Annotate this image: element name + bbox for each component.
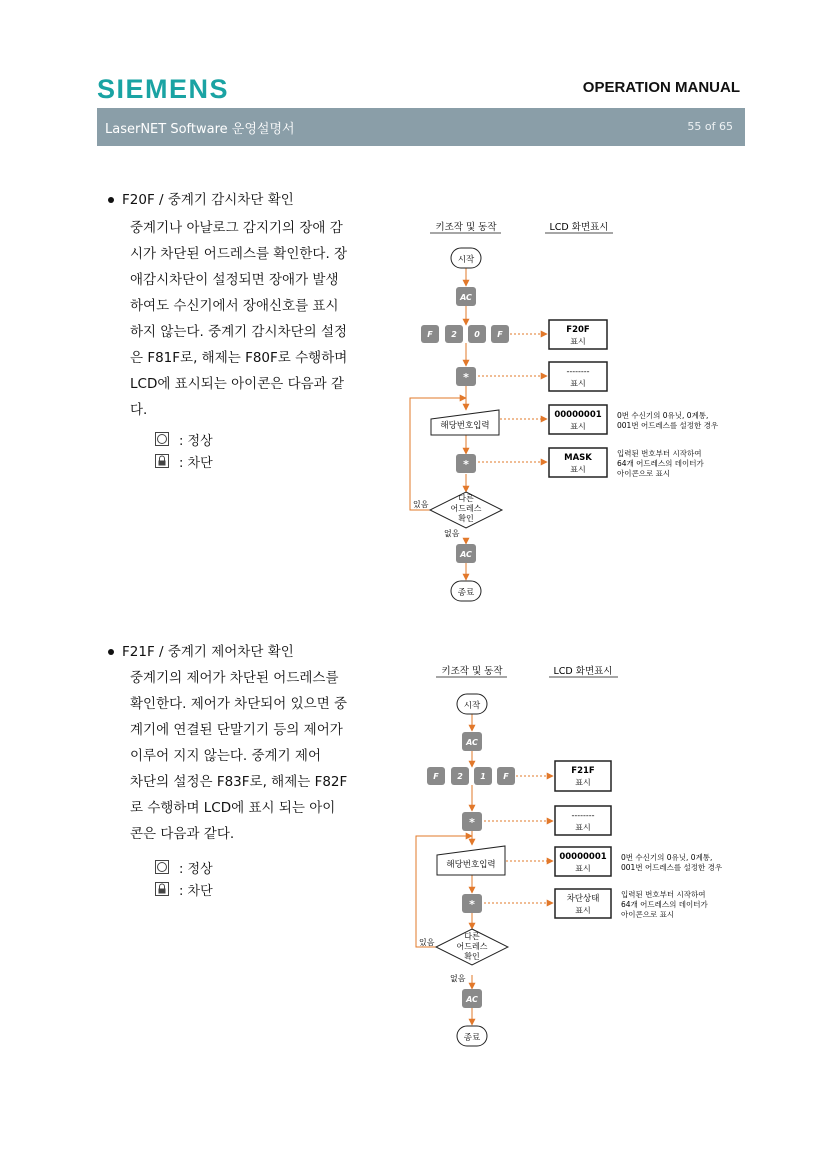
- blocked-icon: [155, 882, 169, 896]
- lcd-line2: 표시: [575, 864, 591, 873]
- yes-label: 있음: [413, 500, 429, 509]
- section-body-f21f: [130, 665, 364, 847]
- ac-key-label: AC: [460, 550, 472, 559]
- body-line: 계기에 연결된 단말기기 등의 제어가: [130, 722, 343, 738]
- lcd-line2: 표시: [570, 337, 586, 346]
- key-label: 0: [474, 330, 480, 339]
- end-label: 종료: [463, 1033, 481, 1043]
- body-line: 중계기나 아날로그 감지기의 장애 감: [130, 220, 343, 236]
- col-key-heading: 키조작 및 동작: [441, 666, 503, 677]
- section-body-f20f: [130, 215, 364, 423]
- star-key-label: *: [463, 371, 469, 384]
- legend-normal: : 정상: [155, 428, 213, 450]
- star-key-label: *: [469, 816, 475, 829]
- lcd-line2: 표시: [570, 379, 586, 388]
- body-line: 확인한다. 제어가 차단되어 있으면 중: [130, 696, 348, 712]
- section-heading-f21f: F21F / 중계기 제어차단 확인: [108, 640, 294, 660]
- decision-line: 다른: [458, 494, 474, 503]
- document-type: OPERATION MANUAL: [582, 79, 740, 96]
- body-line: 로 수행하며 LCD에 표시 되는 아이: [130, 800, 336, 816]
- lcd-line2: 표시: [575, 906, 591, 915]
- decision-line: 다른: [464, 932, 480, 941]
- key-label: 1: [480, 772, 486, 781]
- legend-blocked: : 차단: [155, 450, 213, 472]
- body-line: 차단의 설정은 F83F로, 해제는 F82F: [130, 774, 348, 790]
- legend-blocked: : 차단: [155, 878, 213, 900]
- ac-key-label: AC: [460, 293, 472, 302]
- lcd-line1: MASK: [564, 453, 592, 463]
- star-key-label: *: [469, 898, 475, 911]
- body-line: 이루어 지지 않는다. 중계기 제어: [130, 748, 321, 764]
- col-lcd-heading: LCD 화면표시: [553, 666, 613, 677]
- input-label: 해당번호입력: [446, 860, 496, 870]
- page-number: 55 of 65: [687, 120, 733, 133]
- ac-key-label: AC: [466, 738, 478, 747]
- lcd-line1: 00000001: [554, 410, 602, 420]
- lcd-note: 0번 수신기의 0유닛, 0계통,: [617, 411, 709, 420]
- body-line: 하여도 수신기에서 장애신호를 표시: [130, 298, 339, 314]
- lcd-note: 아이콘으로 표시: [617, 469, 671, 478]
- section-heading-f20f: F20F / 중계기 감시차단 확인: [108, 188, 294, 208]
- body-line: 다.: [130, 402, 148, 418]
- lcd-note: 001번 어드레스를 설정한 경우: [617, 421, 719, 430]
- key-label: F: [433, 772, 439, 781]
- ac-key-label: AC: [466, 995, 478, 1004]
- lcd-note: 입력된 번호부터 시작하여: [617, 449, 702, 458]
- lcd-line1: 00000001: [559, 852, 607, 862]
- header-bar: [97, 108, 745, 146]
- yes-label: 있음: [419, 938, 435, 947]
- start-label: 시작: [463, 701, 481, 711]
- lcd-note: 001번 어드레스를 설정한 경우: [621, 863, 723, 872]
- input-label: 해당번호입력: [440, 421, 490, 431]
- lcd-line1: 차단상태: [566, 894, 600, 904]
- key-label: 2: [457, 772, 463, 781]
- col-lcd-heading: LCD 화면표시: [549, 222, 609, 233]
- lcd-note: 64개 어드레스의 데이터가: [617, 459, 704, 468]
- key-label: F: [503, 772, 509, 781]
- decision-line: 확인: [464, 952, 480, 961]
- lcd-line1: --------: [566, 367, 590, 376]
- star-key-label: *: [463, 458, 469, 471]
- body-line: 시가 차단된 어드레스를 확인한다. 장: [130, 246, 348, 262]
- start-label: 시작: [457, 255, 475, 265]
- lcd-line2: 표시: [575, 778, 591, 787]
- normal-icon: [155, 432, 169, 446]
- flowchart-f20f: [400, 212, 760, 612]
- body-line: 애감시차단이 설정되면 장애가 발생: [130, 272, 339, 288]
- key-label: 2: [451, 330, 457, 339]
- body-line: 하지 않는다. 중계기 감시차단의 설정: [130, 324, 348, 340]
- end-label: 종료: [457, 588, 475, 598]
- lcd-note: 아이콘으로 표시: [621, 910, 675, 919]
- no-label: 없음: [444, 529, 460, 538]
- bullet-icon: [108, 649, 114, 655]
- lcd-line1: F20F: [566, 325, 590, 335]
- key-label: F: [427, 330, 433, 339]
- no-label: 없음: [450, 974, 466, 983]
- body-line: 콘은 다음과 같다.: [130, 826, 235, 842]
- legend-normal: : 정상: [155, 856, 213, 878]
- blocked-icon: [155, 454, 169, 468]
- lcd-line2: 표시: [575, 823, 591, 832]
- bullet-icon: [108, 197, 114, 203]
- decision-line: 어드레스: [450, 504, 482, 513]
- lcd-note: 입력된 번호부터 시작하여: [621, 890, 706, 899]
- document-subtitle: LaserNET Software 운영설명서: [105, 122, 295, 137]
- lcd-line1: --------: [571, 811, 595, 820]
- decision-line: 확인: [458, 514, 474, 523]
- body-line: LCD에 표시되는 아이콘은 다음과 같: [130, 376, 345, 392]
- icon-legend: [155, 428, 213, 472]
- lcd-note: 0번 수신기의 0유닛, 0계통,: [621, 853, 713, 862]
- lcd-line1: F21F: [571, 766, 595, 776]
- icon-legend: [155, 856, 213, 900]
- lcd-line2: 표시: [570, 465, 586, 474]
- decision-line: 어드레스: [456, 942, 488, 951]
- key-label: F: [497, 330, 503, 339]
- body-line: 중계기의 제어가 차단된 어드레스를: [130, 670, 339, 686]
- flowchart-f21f: [406, 657, 760, 1057]
- col-key-heading: 키조작 및 동작: [435, 222, 497, 233]
- siemens-logo: SIEMENS: [97, 74, 230, 104]
- body-line: 은 F81F로, 해제는 F80F로 수행하며: [130, 350, 348, 366]
- normal-icon: [155, 860, 169, 874]
- lcd-line2: 표시: [570, 422, 586, 431]
- lcd-note: 64개 어드레스의 데이터가: [621, 900, 708, 909]
